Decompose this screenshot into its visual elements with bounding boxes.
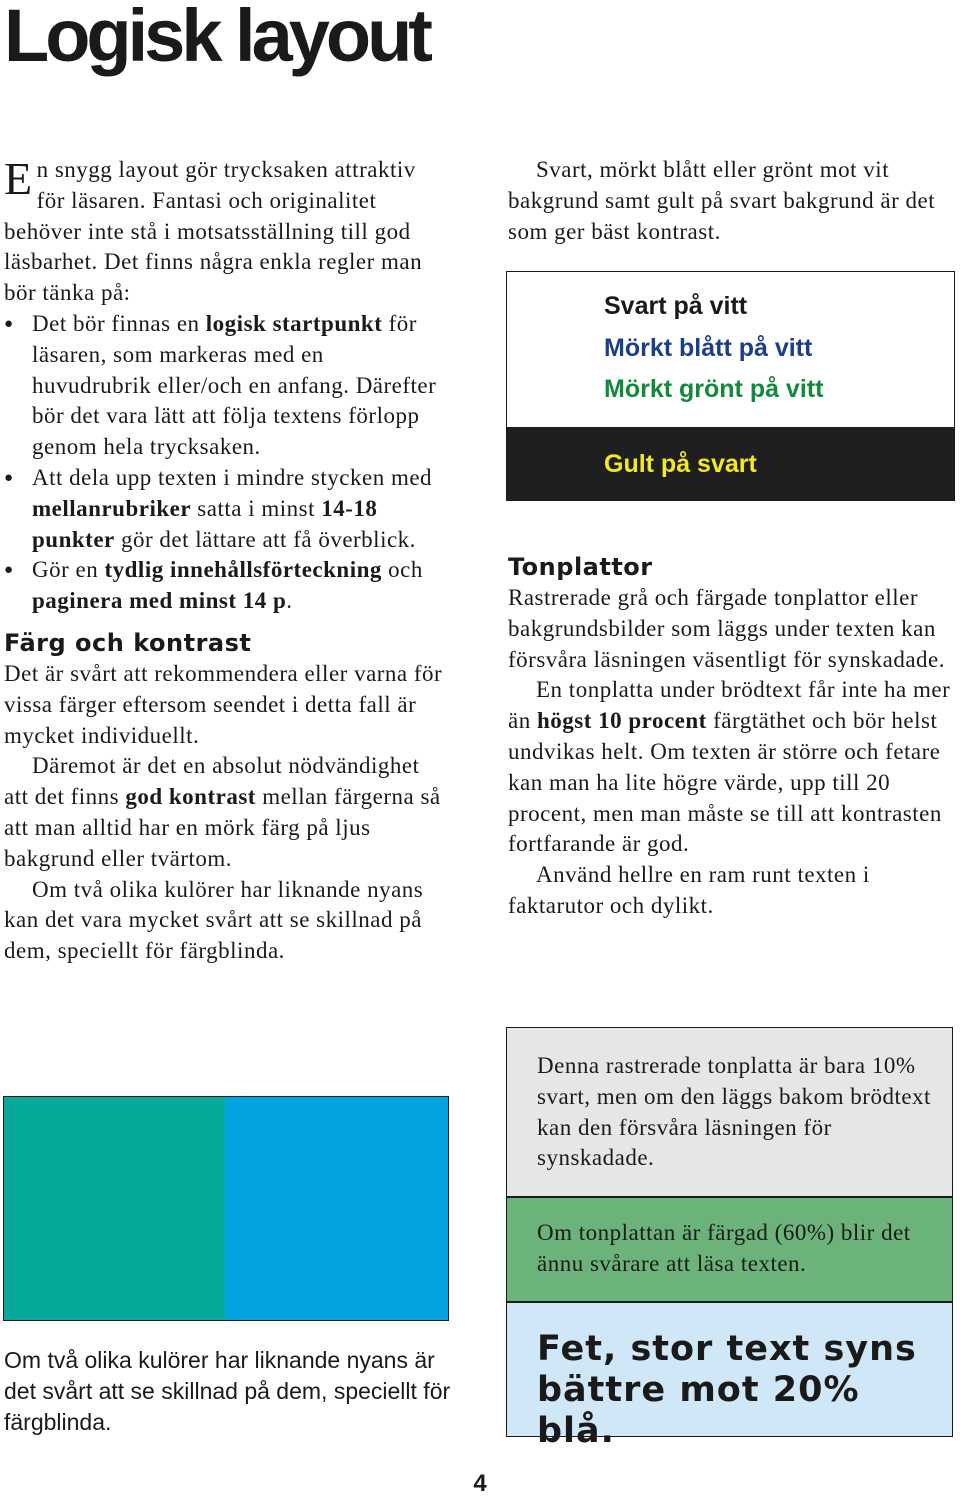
- page-number: 4: [473, 1470, 487, 1497]
- section-heading-farg: Färg och kontrast: [4, 628, 252, 657]
- paragraph: En tonplatta under brödtext får inte ha mer än högst 10 procent färgtäthet och bör helst undvikas helt. Om texten är större och fetare kan man ha lite högre värde, upp till 20 procent, men man måste se till att kontrasten fortfarande är god.: [508, 677, 951, 857]
- right-intro-paragraph: Svart, mörkt blått eller grönt mot vit bakgrund samt gult på svart bakgrund är det som ger bäst kontrast.: [508, 157, 936, 244]
- paragraph: Använd hellre en ram runt texten i faktarutor och dylikt.: [508, 862, 870, 918]
- intro-text: n snygg layout gör trycksaken attraktiv för läsaren. Fantasi och originalitet behöver inte stå i motsatsställning till god läsbarhet. Det finns några enkla regler man bör tänka på:: [4, 157, 423, 306]
- contrast-example-box: [506, 271, 955, 501]
- teal-swatch: [4, 1097, 225, 1321]
- contrast-example-blue: Mörkt blått på vitt: [604, 334, 813, 362]
- paragraph: Om två olika kulörer har liknande nyans kan det vara mycket svårt att se skillnad på dem, speciellt för färgblinda.: [4, 876, 424, 964]
- green-tint-text: Om tonplattan är färgad (60%) blir det ännu svårare att läsa texten.: [537, 1220, 911, 1276]
- tonplattor-section: [508, 551, 958, 922]
- intro-paragraph: [4, 155, 449, 309]
- dropcap-initial: E: [4, 153, 33, 204]
- contrast-example-black: Svart på vitt: [604, 292, 748, 320]
- rules-list: [4, 309, 449, 617]
- grey-tint-text: Denna rastrerade tonplatta är bara 10% svart, men om den läggs bakom brödtext kan den försvåra läsningen för synskadade.: [537, 1053, 931, 1171]
- paragraph: Rastrerade grå och färgade tonplattor eller bakgrundsbilder som läggs under texten kan försvåra läsningen väsentligt för synskadade.: [508, 585, 946, 672]
- list-item: ● Det bör finnas en logisk startpunkt för läsaren, som markeras med en huvudrubrik eller/och en anfang. Därefter bör det vara lätt att följa textens förlopp genom hela trycksaken.: [4, 309, 449, 463]
- list-item: ● Gör en tydlig innehållsförteckning och paginera med minst 14 p.: [4, 555, 449, 617]
- black-band: [507, 427, 954, 500]
- swatch-caption: Om två olika kulörer har liknande nyans är det svårt att se skillnad på dem, speciellt för färgblinda.: [4, 1347, 451, 1435]
- right-column: [508, 155, 958, 247]
- grey-tint-box: [506, 1027, 953, 1197]
- section-heading-tonplattor: Tonplattor: [508, 553, 653, 581]
- green-tint-box: [506, 1197, 953, 1302]
- contrast-example-yellow: Gult på svart: [604, 450, 757, 478]
- paragraph: Däremot är det en absolut nödvändighet att det finns god kontrast mellan färgerna så att man alltid har en mörk färg på ljus bakgrund eller tvärtom.: [4, 753, 441, 871]
- paragraph: Det är svårt att rekommendera eller varna för vissa färger eftersom seendet i detta fall är mycket individuellt.: [4, 660, 443, 748]
- blue-tint-text: Fet, stor text syns bättre mot 20% blå.: [537, 1329, 917, 1451]
- page-title: Logisk layout: [4, 0, 429, 77]
- blue-tint-box: [506, 1302, 953, 1451]
- blue-swatch: [225, 1097, 449, 1321]
- contrast-example-green: Mörkt grönt på vitt: [604, 375, 824, 403]
- left-column: [4, 155, 449, 967]
- list-item: ● Att dela upp texten i mindre stycken med mellanrubriker satta i minst 14-18 punkter gör det lättare att få överblick.: [4, 463, 449, 555]
